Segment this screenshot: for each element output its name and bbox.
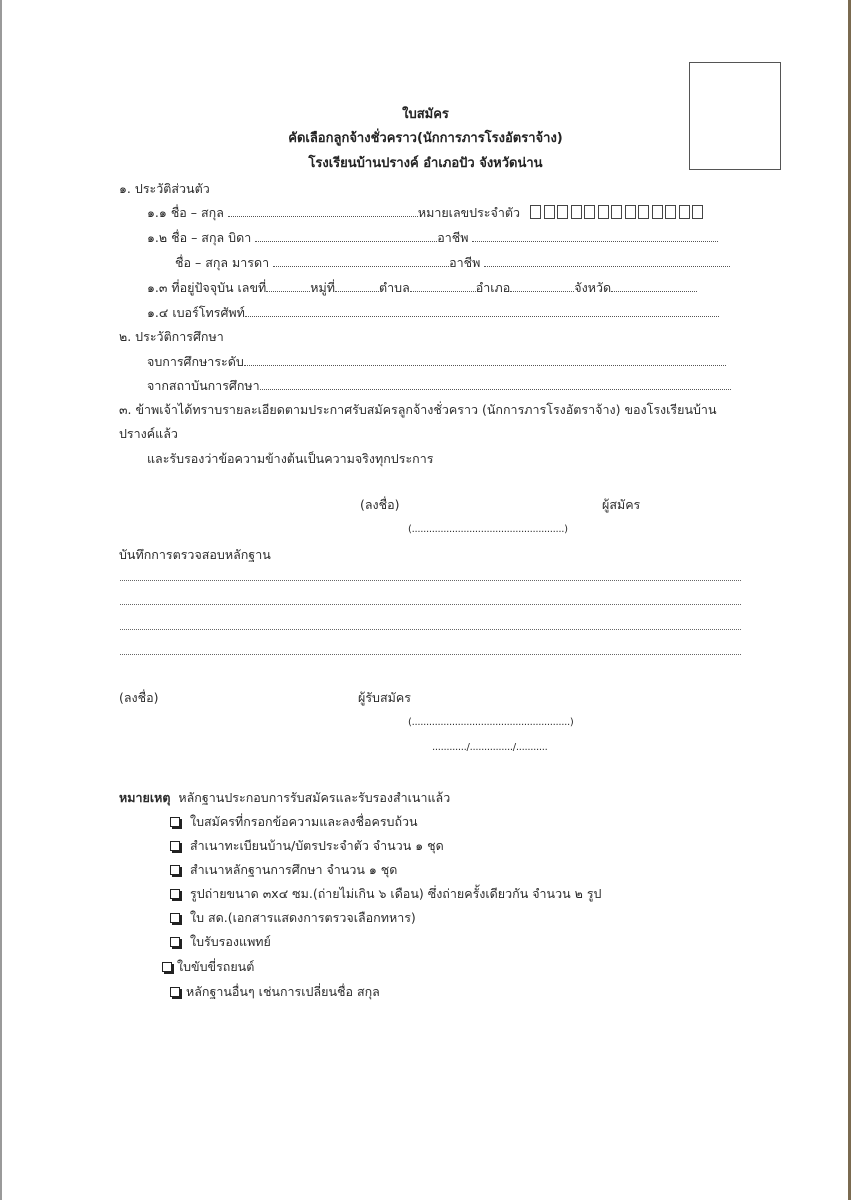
checkbox-icon[interactable]: [170, 865, 180, 875]
checklist-item: [170, 814, 418, 830]
checklist-label: ใบ สด.(เอกสารแสดงการตรวจเลือกทหาร): [190, 910, 416, 925]
section1-heading: ๑. ประวัติส่วนตัว: [119, 181, 210, 196]
checklist-label: ใบสมัครที่กรอกข้อความและลงชื่อครบถ้วน: [190, 814, 418, 829]
id-digit-box[interactable]: [584, 205, 595, 219]
checklist-item: [170, 862, 397, 878]
section2-heading: ๒. ประวัติการศึกษา: [119, 329, 224, 344]
phone-label: ๑.๔ เบอร์โทรศัพท์: [147, 305, 245, 320]
remarks-label: หมายเหตุ: [119, 790, 171, 805]
id-digit-box[interactable]: [665, 205, 676, 219]
checkbox-icon[interactable]: [170, 937, 180, 947]
moo-field[interactable]: [335, 280, 379, 292]
verification-line-4[interactable]: [120, 654, 741, 655]
checklist-item: [162, 959, 254, 975]
row-mother: [175, 255, 730, 271]
province-label: จังหวัด: [574, 280, 612, 295]
checklist-item: [170, 910, 416, 926]
row-1-1: [147, 205, 706, 223]
checkbox-icon[interactable]: [170, 817, 180, 827]
declaration-line-1: ๓. ข้าพเจ้าได้ทราบรายละเอียดตามประกาศรับสมัครลูกจ้างชั่วคราว (นักการภารโรงอัตราจ้าง) ของโรงเรียนบ้าน: [119, 402, 717, 417]
id-number-boxes[interactable]: [530, 205, 706, 223]
father-name-field[interactable]: [255, 230, 437, 242]
page-edge-left: [0, 0, 2, 1200]
applicant-role: ผู้สมัคร: [602, 497, 641, 512]
remarks-row: [119, 790, 450, 806]
checkbox-icon[interactable]: [170, 841, 180, 851]
row-1-4: [147, 305, 719, 321]
id-digit-box[interactable]: [544, 205, 555, 219]
checklist-item: [170, 984, 380, 1000]
id-digit-box[interactable]: [598, 205, 609, 219]
verification-heading: บันทึกการตรวจสอบหลักฐาน: [119, 547, 271, 562]
checklist-label: หลักฐานอื่นๆ เช่นการเปลี่ยนชื่อ สกุล: [186, 984, 380, 999]
education-level-field[interactable]: [244, 354, 726, 366]
verification-line-3[interactable]: [120, 629, 741, 630]
id-digit-box[interactable]: [571, 205, 582, 219]
remarks-intro: หลักฐานประกอบการรับสมัครและรับรองสำเนาแล้ว: [178, 790, 451, 805]
checkbox-icon[interactable]: [162, 962, 172, 972]
row-education-level: [147, 354, 726, 370]
education-level-label: จบการศึกษาระดับ: [147, 354, 244, 369]
receiver-sign-label: (ลงชื่อ): [119, 690, 159, 705]
checklist-label: ใบขับขี่รถยนต์: [177, 959, 255, 974]
checklist-label: รูปถ่ายขนาด ๓x๔ ซม.(ถ่ายไม่เกิน ๖ เดือน) ซึ่งถ่ายครั้งเดียวกัน จำนวน ๒ รูป: [190, 886, 602, 901]
checklist-item: [170, 838, 444, 854]
checkbox-icon[interactable]: [170, 889, 180, 899]
institution-label: จากสถาบันการศึกษา: [147, 378, 260, 393]
id-digit-box[interactable]: [557, 205, 568, 219]
mother-label: ชื่อ – สกุล มารดา: [175, 255, 270, 270]
applicant-name-blank[interactable]: (.....................................................): [408, 524, 568, 535]
province-field[interactable]: [611, 280, 697, 292]
tambon-label: ตำบล: [379, 280, 410, 295]
amphoe-label: อำเภอ: [475, 280, 511, 295]
phone-field[interactable]: [245, 305, 719, 317]
institution-field[interactable]: [260, 378, 731, 390]
form-subtitle: คัดเลือกลูกจ้างชั่วคราว(นักการภารโรงอัตราจ้าง): [288, 131, 563, 146]
checklist-label: สำเนาหลักฐานการศึกษา จำนวน ๑ ชุด: [190, 862, 398, 877]
row-institution: [147, 378, 731, 394]
moo-label: หมู่ที่: [310, 280, 335, 295]
id-digit-box[interactable]: [638, 205, 649, 219]
mother-occupation-field[interactable]: [484, 255, 730, 267]
checkbox-icon[interactable]: [170, 987, 180, 997]
mother-name-field[interactable]: [273, 255, 449, 267]
father-occupation-label: อาชีพ: [437, 230, 469, 245]
checklist-item: [170, 934, 271, 950]
mother-occupation-label: อาชีพ: [449, 255, 481, 270]
applicant-sign-label: (ลงชื่อ): [360, 497, 400, 512]
verification-line-1[interactable]: [120, 580, 741, 581]
checklist-label: ใบรับรองแพทย์: [190, 934, 271, 949]
form-title: ใบสมัคร: [402, 107, 449, 122]
checklist-label: สำเนาทะเบียนบ้าน/บัตรประจำตัว จำนวน ๑ ชุด: [190, 838, 444, 853]
receiver-role: ผู้รับสมัคร: [358, 690, 411, 705]
name-field[interactable]: [228, 205, 418, 217]
id-label: หมายเลขประจำตัว: [417, 205, 521, 220]
house-number-field[interactable]: [266, 280, 310, 292]
father-occupation-field[interactable]: [472, 230, 718, 242]
row-1-2: [147, 230, 718, 246]
checkbox-icon[interactable]: [170, 913, 180, 923]
id-digit-box[interactable]: [652, 205, 663, 219]
declaration-line-2: ปรางค์แล้ว: [119, 426, 178, 441]
receiver-date-blank[interactable]: ............/.............../...........: [432, 742, 548, 753]
tambon-field[interactable]: [410, 280, 476, 292]
id-digit-box[interactable]: [530, 205, 541, 219]
name-label: ๑.๑ ชื่อ – สกุล: [147, 205, 224, 220]
address-label: ๑.๓ ที่อยู่ปัจจุบัน เลขที่: [147, 280, 267, 295]
amphoe-field[interactable]: [510, 280, 574, 292]
id-digit-box[interactable]: [692, 205, 703, 219]
father-label: ๑.๒ ชื่อ – สกุล บิดา: [147, 230, 252, 245]
id-digit-box[interactable]: [625, 205, 636, 219]
row-1-3: [147, 280, 697, 296]
school-line: โรงเรียนบ้านปรางค์ อำเภอปัว จังหวัดน่าน: [308, 156, 543, 171]
declaration-line-3: และรับรองว่าข้อความข้างต้นเป็นความจริงทุกประการ: [147, 451, 434, 466]
verification-line-2[interactable]: [120, 604, 741, 605]
id-digit-box[interactable]: [679, 205, 690, 219]
checklist-item: [170, 886, 602, 902]
receiver-name-blank[interactable]: (.......................................................): [408, 717, 574, 728]
id-digit-box[interactable]: [611, 205, 622, 219]
